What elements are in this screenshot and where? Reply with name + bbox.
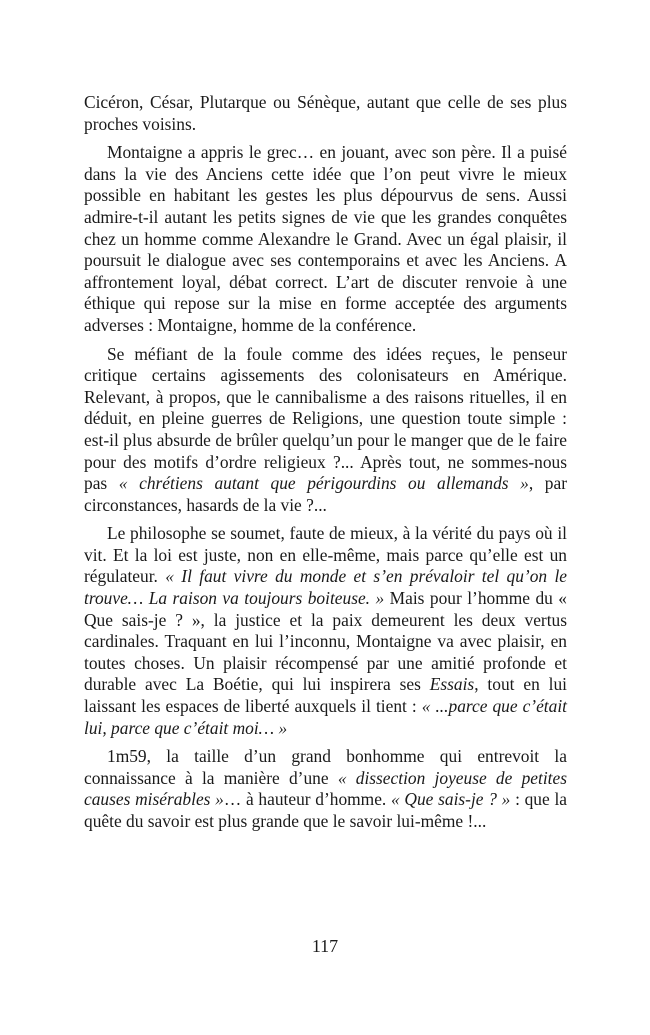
text-run: , par circonstances, hasards de la vie ?... [84,473,568,515]
text-run: Montaigne a appris le grec… en jouant, avec son père. Il a puisé dans la vie des Anciens cette idée que l’on peut vivre le mieux possible en habitant les gestes les plus dépourvus de sens. Aussi admire-t-il autant les petits signes de vie que les grandes conquêtes chez un homme comme Alexandre le Grand. Avec un égal plaisir, il poursuit le dialogue avec ses contemporains et avec les Anciens. A affrontement loyal, débat correct. L’art de discuter renvoie à une éthique qui repose sur la mise en forme acceptée des arguments adverses : Montaigne, homme de la conférence. [84,142,567,335]
italic-quote: « ...parce que c’était lui, parce que c’était moi… » [84,696,567,738]
page-number: 117 [311,936,339,956]
body-text [84,92,567,840]
italic-quote: « dissection joyeuse de petites causes misérables » [84,767,567,810]
text-run: Se méfiant de la foule comme des idées reçues, le penseur critique certains agissements des colonisateurs en Amérique. Relevant, à propos, que le cannibalisme a des raisons rituelles, il en déduit, en pleine guerres de Religions, une question toute simple : est-il plus absurde de brûler quelqu’un pour le manger que de le faire pour des motifs d’ordre religieux ?... Après tout, ne sommes-nous pas [84,343,567,494]
paragraph [84,92,567,135]
italic-quote: « chrétiens autant que périgourdins ou allemands » [118,473,529,494]
italic-quote: « Que sais-je ? » [391,789,511,810]
paragraph [84,142,567,336]
paragraph [84,523,567,739]
text-run: 1m59, la taille d’un grand bonhomme qui entrevoit la connaissance à la manière d’une [84,746,567,788]
text-run: … à hauteur d’homme. [223,789,391,810]
text-run: Mais pour l’homme du « Que sais-je ? », la justice et la paix demeurent les deux vertus cardinales. Traquant en lui l’inconnu, Montaigne va avec plaisir, en toutes choses. Un plaisir récompensé par une amitié profonde et durable avec La Boétie, qui lui inspirera ses [84,588,567,695]
text-run: Le philosophe se soumet, faute de mieux, à la vérité du pays où il vit. Et la loi est juste, non en elle-même, mais parce qu’elle est un régulateur. [84,523,567,587]
paragraph [84,746,567,832]
italic-quote: « Il faut vivre du monde et s’en prévaloir tel qu’on le trouve… La raison va toujours boiteuse. » [84,566,568,609]
paragraph [84,344,567,517]
text-run: , tout en lui laissant les espaces de liberté auxquels il tient : [84,674,567,717]
italic-quote: Essais [429,674,475,695]
text-run: Cicéron, César, Plutarque ou Sénèque, autant que celle de ses plus proches voisins. [84,92,567,134]
text-run: : que la quête du savoir est plus grande que le savoir lui-même !... [84,789,567,831]
